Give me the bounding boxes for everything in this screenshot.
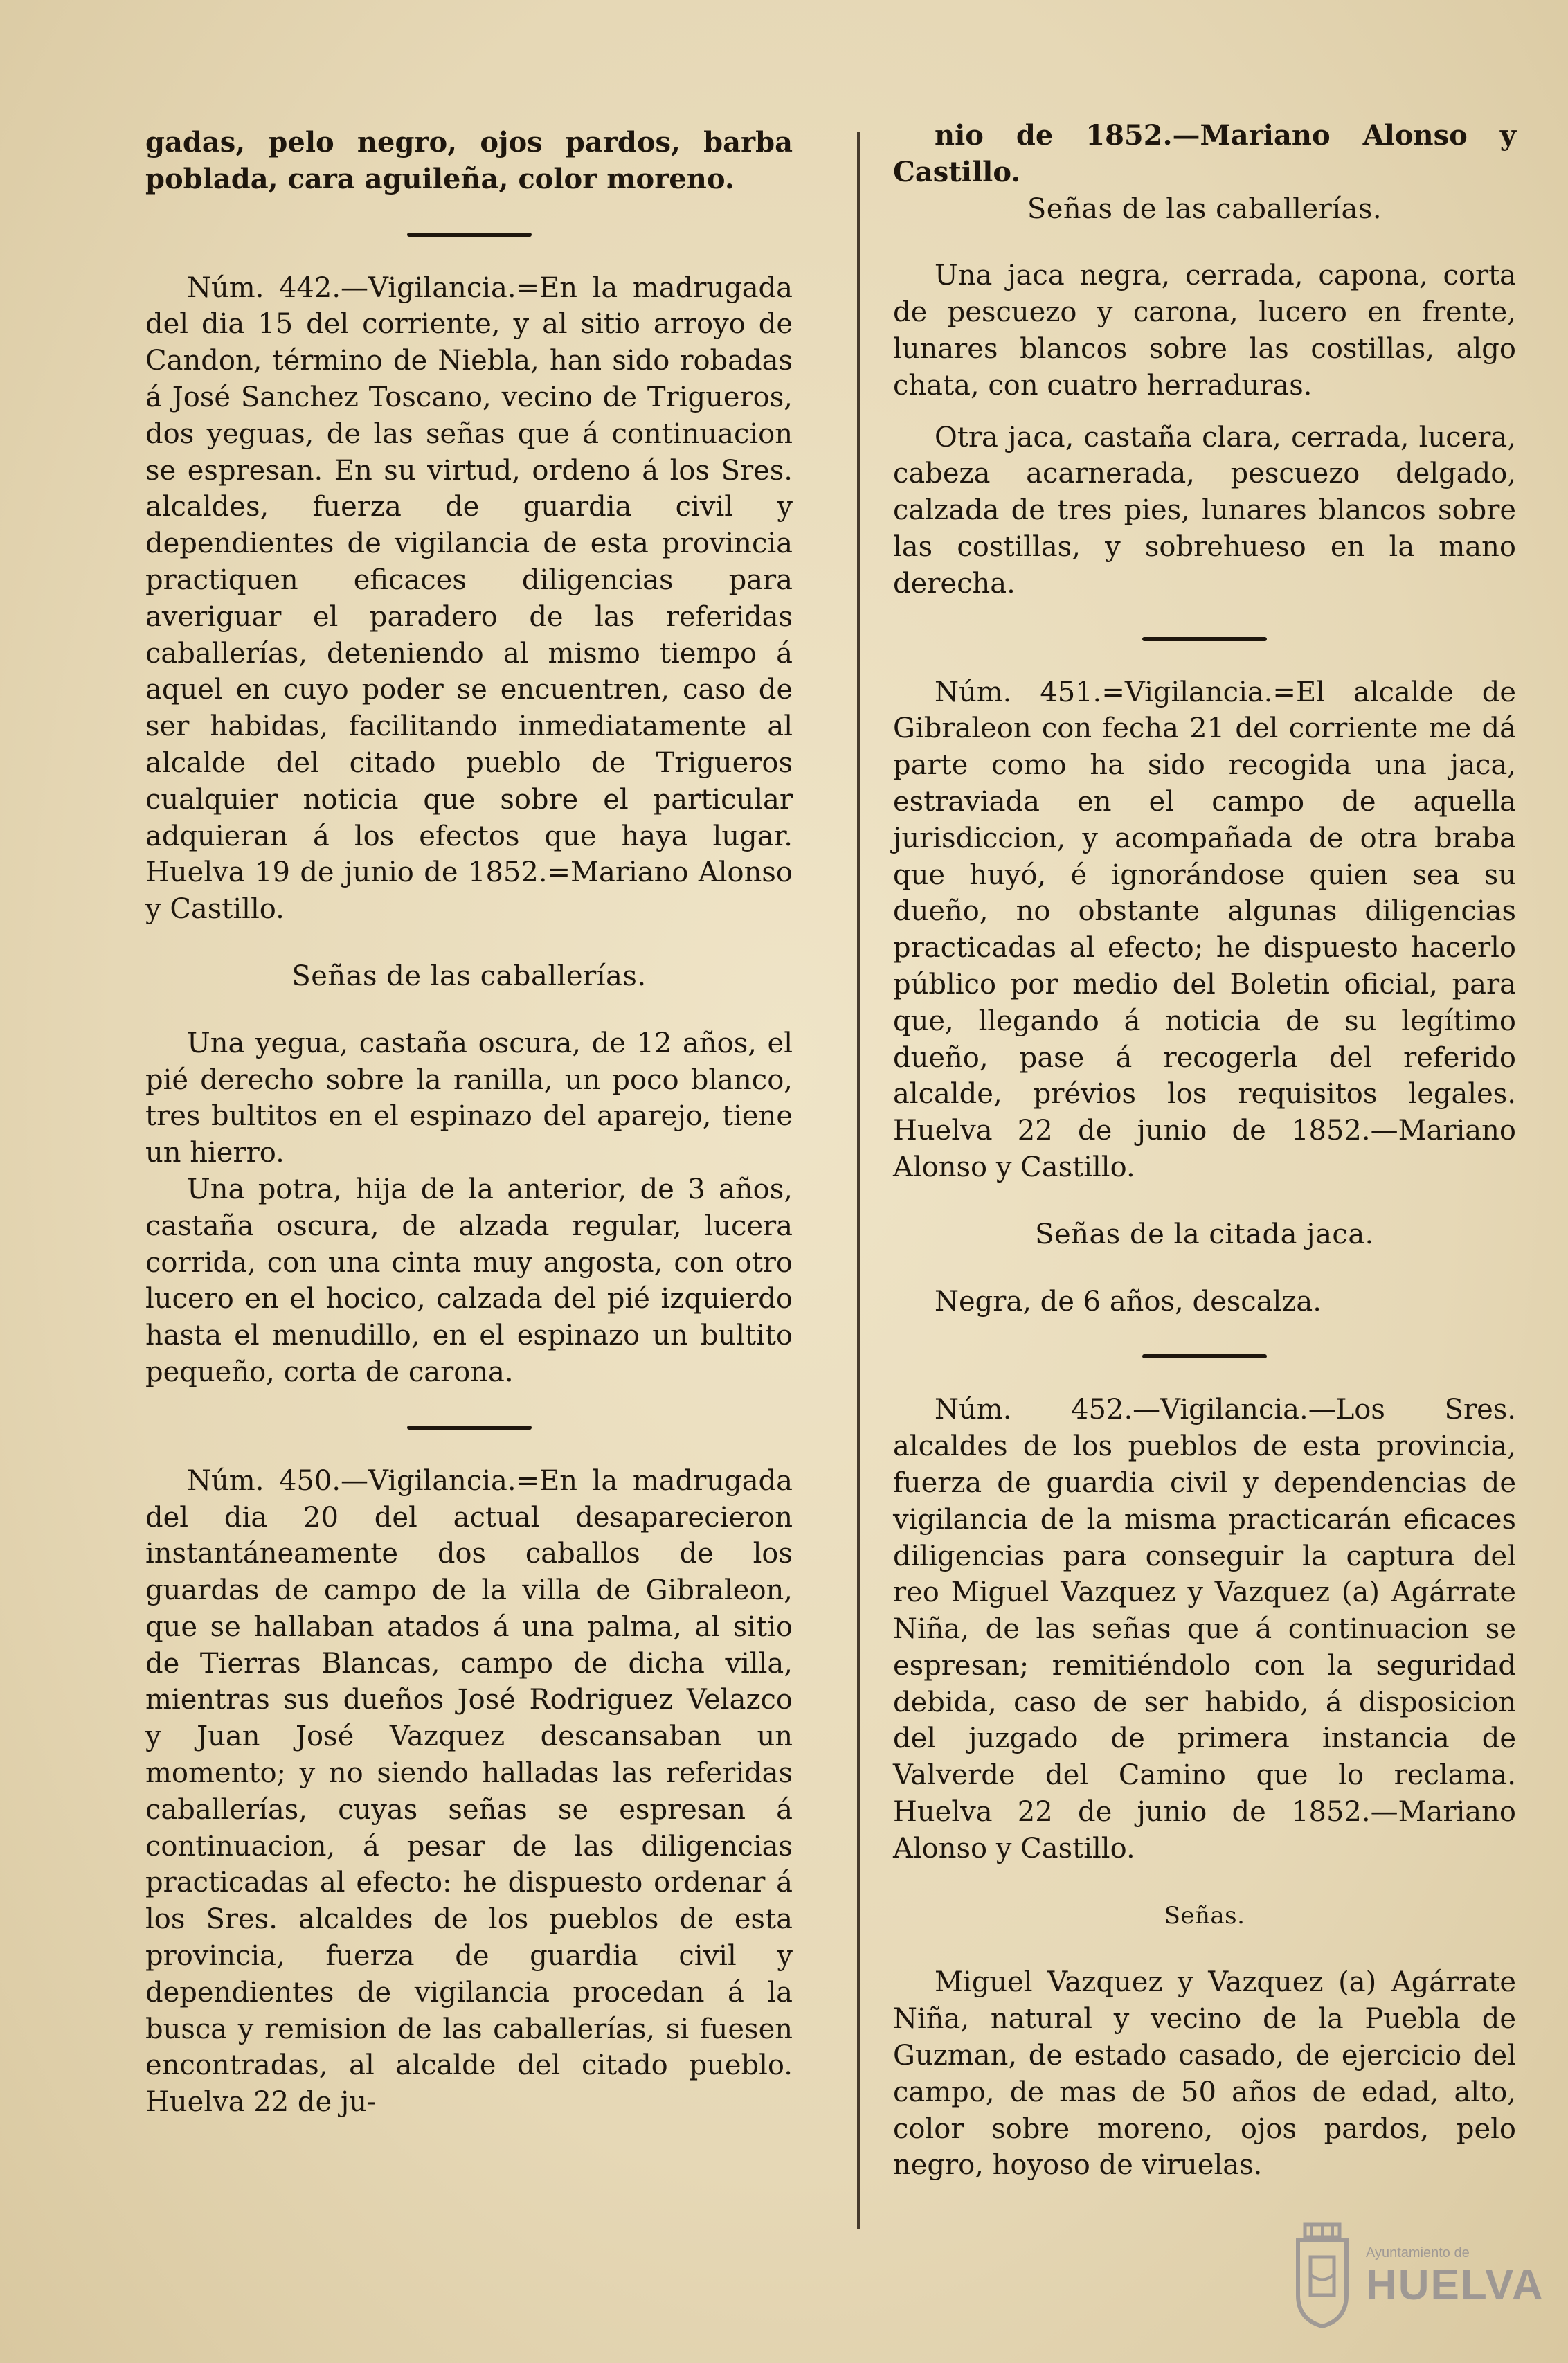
- notice-442-description-2: Una potra, hija de la anterior, de 3 años, castaña oscura, de alzada regular, lucera corrida, con una cinta muy angosta, con otro lucero en el hocico, calzada del pié izquierdo hasta el menudillo, en el espinazo un bultito pequeño, corta de carona.: [145, 1173, 793, 1388]
- section-divider: [407, 1426, 532, 1430]
- notice-452-heading: Señas.: [1164, 1901, 1245, 1930]
- notice-450: Núm. 450.—Vigilancia.=En la madrugada del dia 20 del actual desaparecieron instantáneamente dos caballos de los guardas de campo de la villa de Gibraleon, que se hallaban atados á una palma, al sitio de Tierras Blancas, campo de dicha villa, mientras sus dueños José Rodriguez Velazco y Juan José Vazquez descansaban un momento; y no siendo halladas las referidas caballerías, cuyas señas se espresan á continuacion, á pesar de las diligencias practicadas al efecto: he dispuesto ordenar á los Sres. alcaldes de los pueblos de esta provincia, fuerza de guardia civil y dependientes de vigilancia procedan á la busca y remision de las caballerías, si fuesen encontradas, al alcalde del citado pueblo. Huelva 22 de ju-: [145, 1464, 793, 2119]
- notice-450-heading: Señas de las caballerías.: [1027, 192, 1382, 225]
- section-divider: [407, 233, 532, 237]
- archive-watermark: [1284, 2219, 1544, 2337]
- column-rule: [857, 132, 860, 2229]
- continued-paragraph: nio de 1852.—Mariano Alonso y Castillo.: [893, 119, 1516, 188]
- notice-442-heading: Señas de las caballerías.: [291, 960, 647, 992]
- section-divider: [1142, 1354, 1267, 1358]
- right-column: [893, 118, 1516, 2184]
- coat-of-arms-icon: [1284, 2219, 1360, 2330]
- notice-442: Núm. 442.—Vigilancia.=En la madrugada del dia 15 del corriente, y al sitio arroyo de Candon, término de Niebla, han sido robadas á José Sanchez Toscano, vecino de Trigueros, dos yeguas, de las señas que á continuacion se espresan. En su virtud, ordeno á los Sres. alcaldes, fuerza de guardia civil y dependientes de vigilancia de esta provincia practiquen eficaces diligencias para averiguar el paradero de las referidas caballerías, deteniendo al mismo tiempo á aquel en cuyo poder se encuentren, caso de ser habidas, facilitando inmediatamente al alcalde del citado pueblo de Trigueros cualquier noticia que sobre el particular adquieran á los efectos que haya lugar. Huelva 19 de junio de 1852.=Mariano Alonso y Castillo.: [145, 271, 793, 926]
- notice-442-description-1: Una yegua, castaña oscura, de 12 años, el pié derecho sobre la ranilla, un poco blanco, tres bultitos en el espinazo del aparejo, tiene un hierro.: [145, 1027, 793, 1169]
- notice-451-description: Negra, de 6 años, descalza.: [935, 1285, 1322, 1318]
- notice-452: Núm. 452.—Vigilancia.—Los Sres. alcaldes de los pueblos de esta provincia, fuerza de guardia civil y dependencias de vigilancia de la misma practicarán eficaces diligencias para conseguir la captura del reo Miguel Vazquez y Vazquez (a) Agárrate Niña, de las señas que á continuacion se espresan; remitiéndolo con la seguridad debida, caso de ser habido, á disposicion del juzgado de primera instancia de Valverde del Camino que lo reclama. Huelva 22 de junio de 1852.—Mariano Alonso y Castillo.: [893, 1394, 1516, 1865]
- notice-452-description: Miguel Vazquez y Vazquez (a) Agárrate Niña, natural y vecino de la Puebla de Guzman, de estado casado, de ejercicio del campo, de mas de 50 años de edad, alto, color sobre moreno, ojos pardos, pelo negro, hoyoso de viruelas.: [893, 1966, 1516, 2182]
- left-column: [145, 125, 793, 2121]
- notice-451: Núm. 451.=Vigilancia.=El alcalde de Gibraleon con fecha 21 del corriente me dá parte como ha sido recogida una jaca, estraviada en el campo de aquella jurisdiccion, y acompañada de otra braba que huyó, é ignorándose quien sea su dueño, no obstante algunas diligencias practicadas al efecto; he dispuesto hacerlo público por medio del Boletin oficial, para que, llegando á noticia de su legítimo dueño, pase á recogerla del referido alcalde, prévios los requisitos legales. Huelva 22 de junio de 1852.—Mariano Alonso y Castillo.: [893, 676, 1516, 1183]
- notice-450-description-2: Otra jaca, castaña clara, cerrada, lucera, cabeza acarnerada, pescuezo delgado, calzada de tres pies, lunares blancos sobre las costillas, y sobrehueso en la mano derecha.: [893, 421, 1516, 600]
- notice-451-heading: Señas de la citada jaca.: [1035, 1218, 1374, 1250]
- section-divider: [1142, 637, 1267, 641]
- watermark-city: HUELVA: [1366, 2261, 1544, 2309]
- watermark-caption: Ayuntamiento de: [1366, 2245, 1470, 2261]
- notice-450-description-1: Una jaca negra, cerrada, capona, corta de pescuezo y carona, lucero en frente, lunares blancos sobre las costillas, algo chata, con cuatro herraduras.: [893, 260, 1516, 402]
- continued-paragraph: gadas, pelo negro, ojos pardos, barba poblada, cara aguileña, color moreno.: [145, 126, 793, 195]
